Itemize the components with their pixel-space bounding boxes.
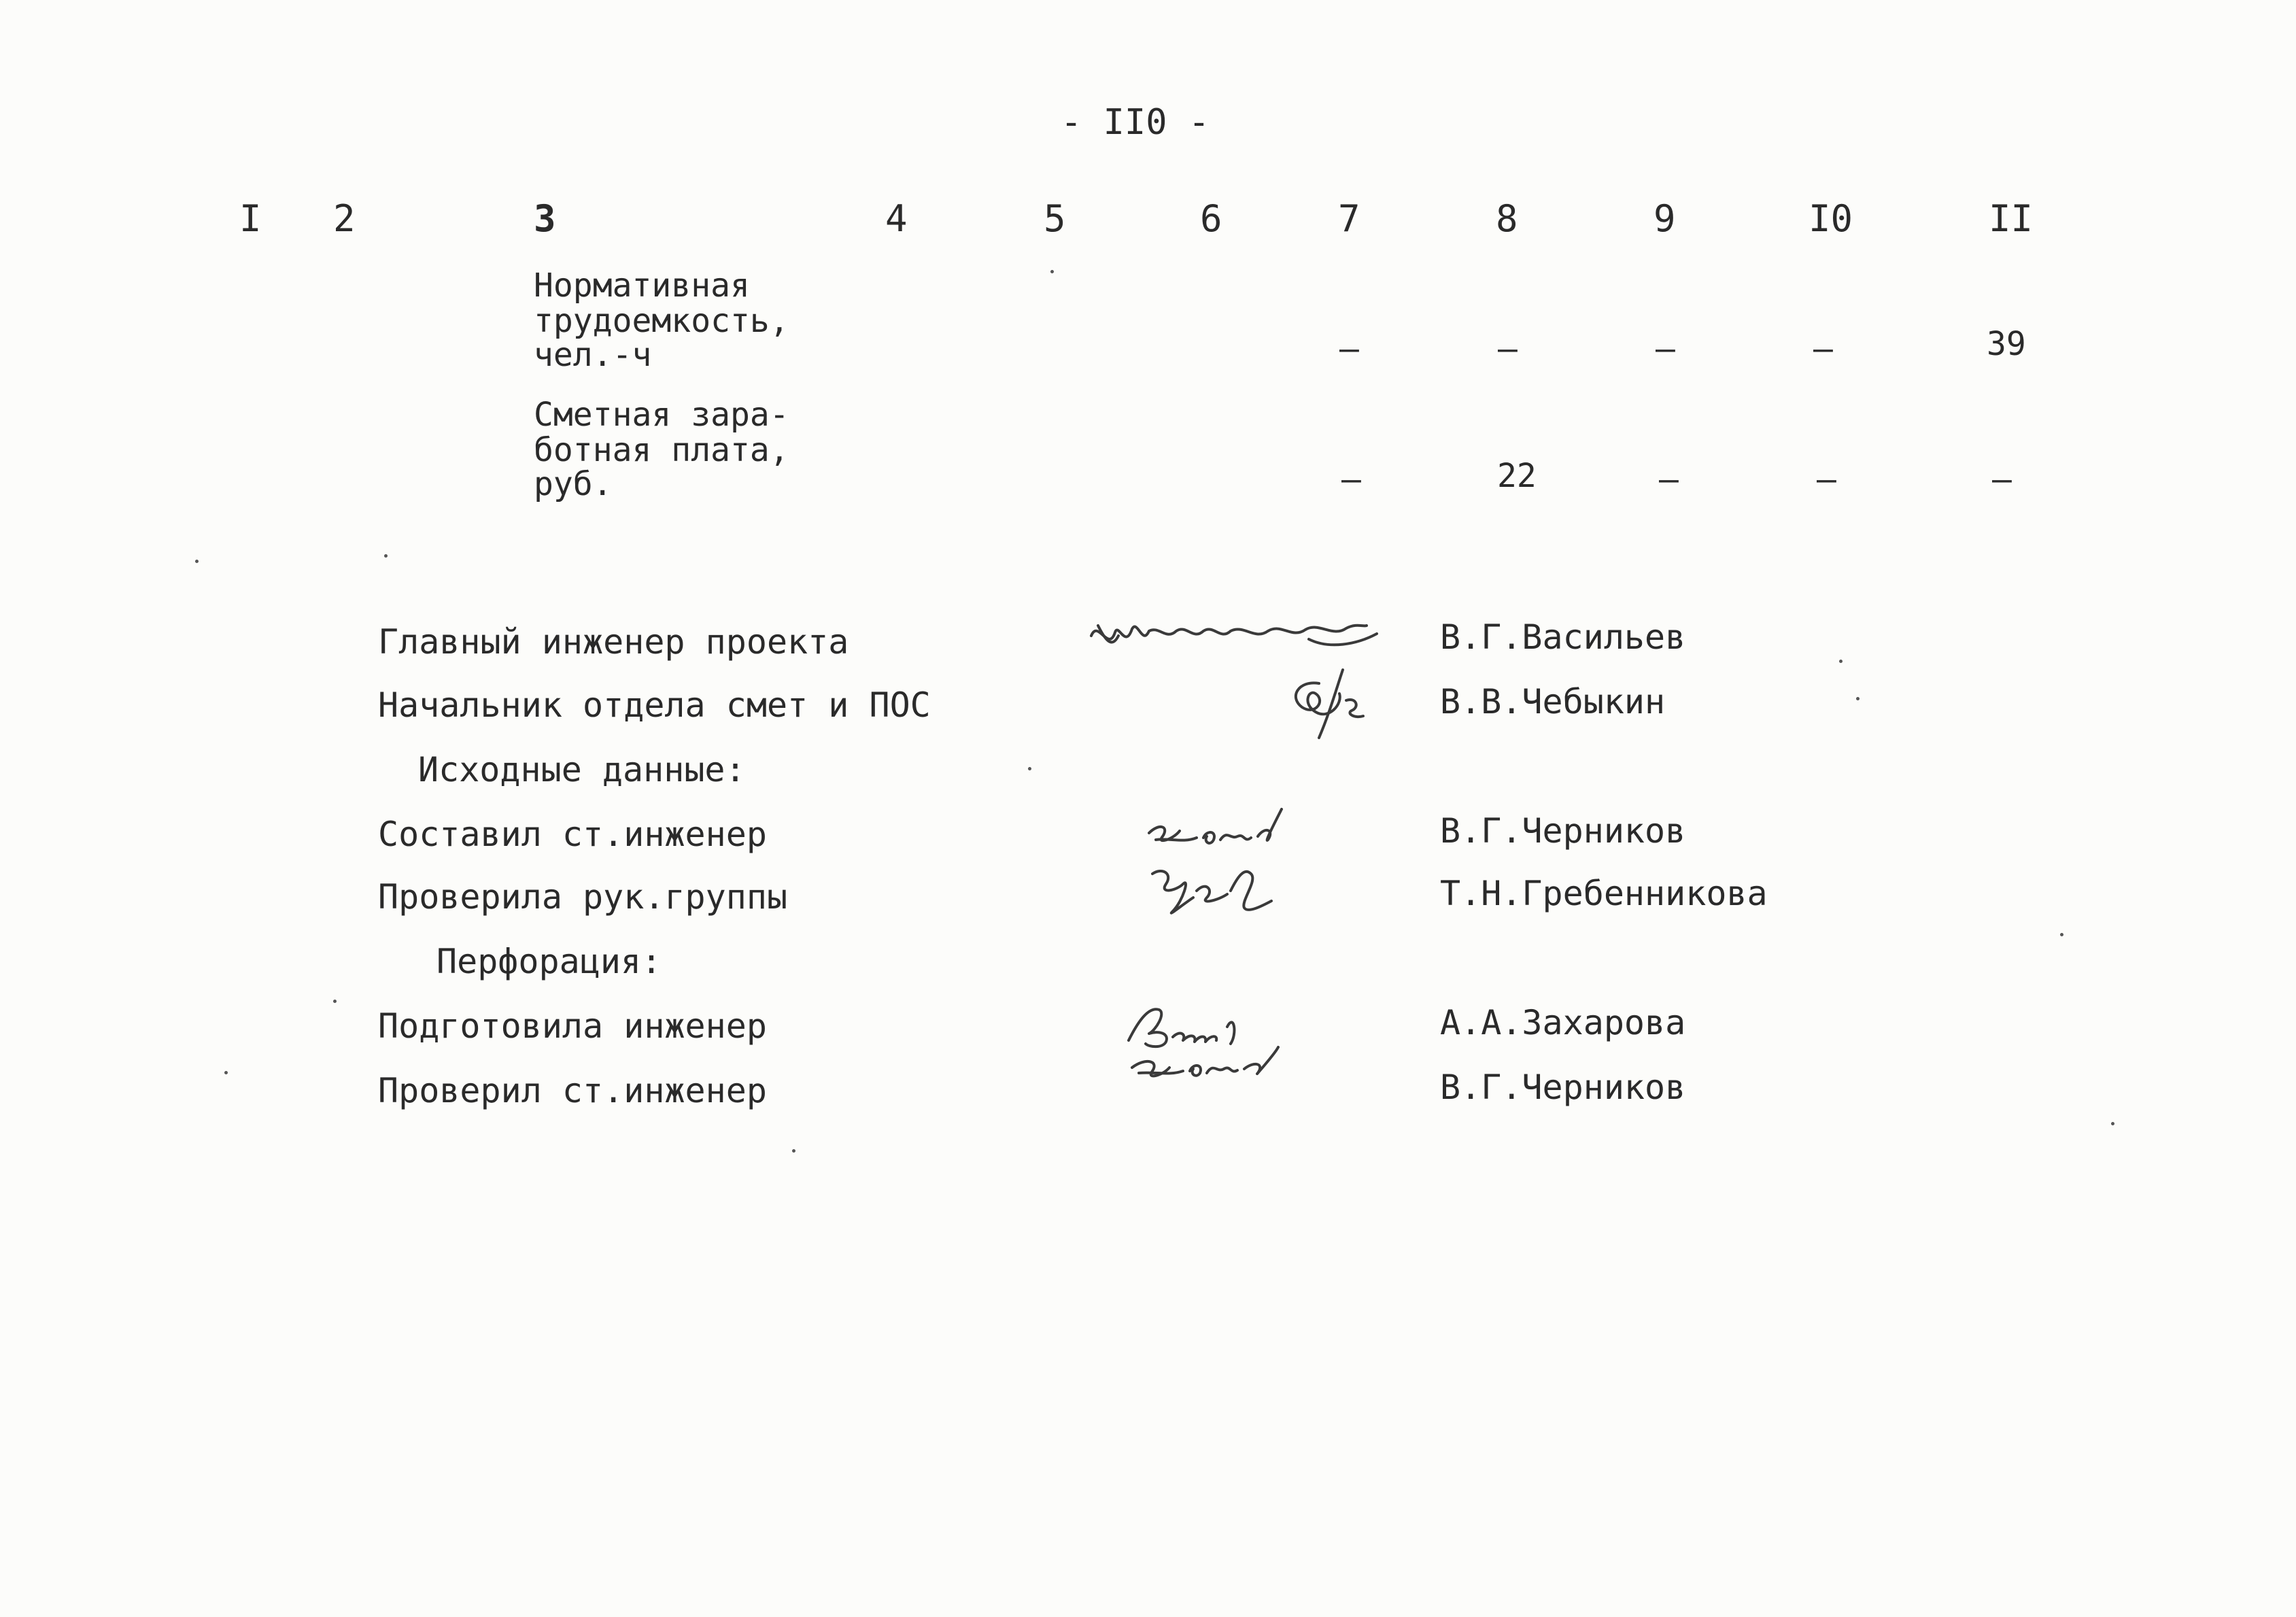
row-2-label-line-2: ботная плата, bbox=[534, 431, 789, 469]
prepared-name: А.А.Захарова bbox=[1440, 1003, 1686, 1042]
checked-group-name: Т.Н.Гребенникова bbox=[1440, 874, 1768, 913]
scan-speck bbox=[2111, 1122, 2114, 1125]
column-header-1: I bbox=[239, 197, 262, 240]
page-number: - II0 - bbox=[1061, 102, 1210, 143]
row-2-col-9: – bbox=[1659, 460, 1679, 498]
scan-speck bbox=[384, 554, 388, 558]
source-data-heading: Исходные данные: bbox=[418, 750, 746, 789]
estimates-head-name: В.В.Чебыкин bbox=[1440, 682, 1666, 721]
row-1-col-9: – bbox=[1656, 330, 1675, 368]
perforation-heading: Перфорация: bbox=[436, 942, 662, 981]
compiled-name: В.Г.Черников bbox=[1440, 811, 1686, 851]
row-1-label-line-3: чел.-ч bbox=[534, 336, 652, 374]
scan-speck bbox=[195, 560, 199, 563]
column-header-5: 5 bbox=[1044, 197, 1066, 240]
column-header-3: 3 bbox=[534, 197, 556, 240]
chief-engineer-role: Главный инженер проекта bbox=[378, 622, 849, 662]
scan-speck bbox=[333, 1000, 337, 1003]
column-header-7: 7 bbox=[1338, 197, 1360, 240]
scan-speck bbox=[1050, 270, 1054, 273]
column-header-9: 9 bbox=[1654, 197, 1676, 240]
row-1-col-7: – bbox=[1339, 330, 1359, 368]
compiled-role: Составил ст.инженер bbox=[378, 815, 767, 854]
row-2-col-10: – bbox=[1817, 460, 1836, 498]
column-header-6: 6 bbox=[1200, 197, 1222, 240]
row-2-col-7: – bbox=[1341, 460, 1361, 498]
checked-senior-name: В.Г.Черников bbox=[1440, 1068, 1686, 1107]
column-header-2: 2 bbox=[333, 197, 356, 240]
checked-senior-role: Проверил ст.инженер bbox=[378, 1071, 767, 1110]
row-1-label-line-1: Нормативная bbox=[534, 267, 750, 305]
scan-speck bbox=[1839, 660, 1843, 663]
estimates-head-role: Начальник отдела смет и ПОС bbox=[378, 685, 931, 725]
scan-speck bbox=[792, 1149, 795, 1153]
prepared-role: Подготовила инженер bbox=[378, 1006, 767, 1046]
estimates-head-signature bbox=[1278, 663, 1380, 745]
chief-engineer-name: В.Г.Васильев bbox=[1440, 617, 1686, 657]
row-2-label-line-1: Сметная зара- bbox=[534, 396, 789, 434]
row-2-label-line-3: руб. bbox=[534, 465, 613, 503]
row-2-col-8: 22 bbox=[1497, 457, 1537, 495]
prepared-signature bbox=[1118, 993, 1288, 1095]
scan-speck bbox=[1028, 767, 1031, 770]
checked-group-role: Проверила рук.группы bbox=[378, 877, 788, 917]
column-header-4: 4 bbox=[885, 197, 908, 240]
scan-speck bbox=[1856, 697, 1860, 700]
chief-engineer-signature bbox=[1084, 598, 1384, 673]
row-1-col-8: – bbox=[1498, 330, 1518, 368]
column-header-8: 8 bbox=[1496, 197, 1518, 240]
row-1-col-10: – bbox=[1813, 330, 1833, 368]
row-1-label-line-2: трудоемкость, bbox=[534, 302, 789, 340]
column-header-11: II bbox=[1989, 197, 2034, 240]
checked-group-signature bbox=[1142, 853, 1285, 928]
scan-speck bbox=[224, 1071, 228, 1074]
row-2-col-11: – bbox=[1992, 460, 2012, 498]
scan-speck bbox=[2060, 933, 2063, 936]
row-1-col-11: 39 bbox=[1987, 325, 2026, 363]
column-header-10: I0 bbox=[1809, 197, 1853, 240]
